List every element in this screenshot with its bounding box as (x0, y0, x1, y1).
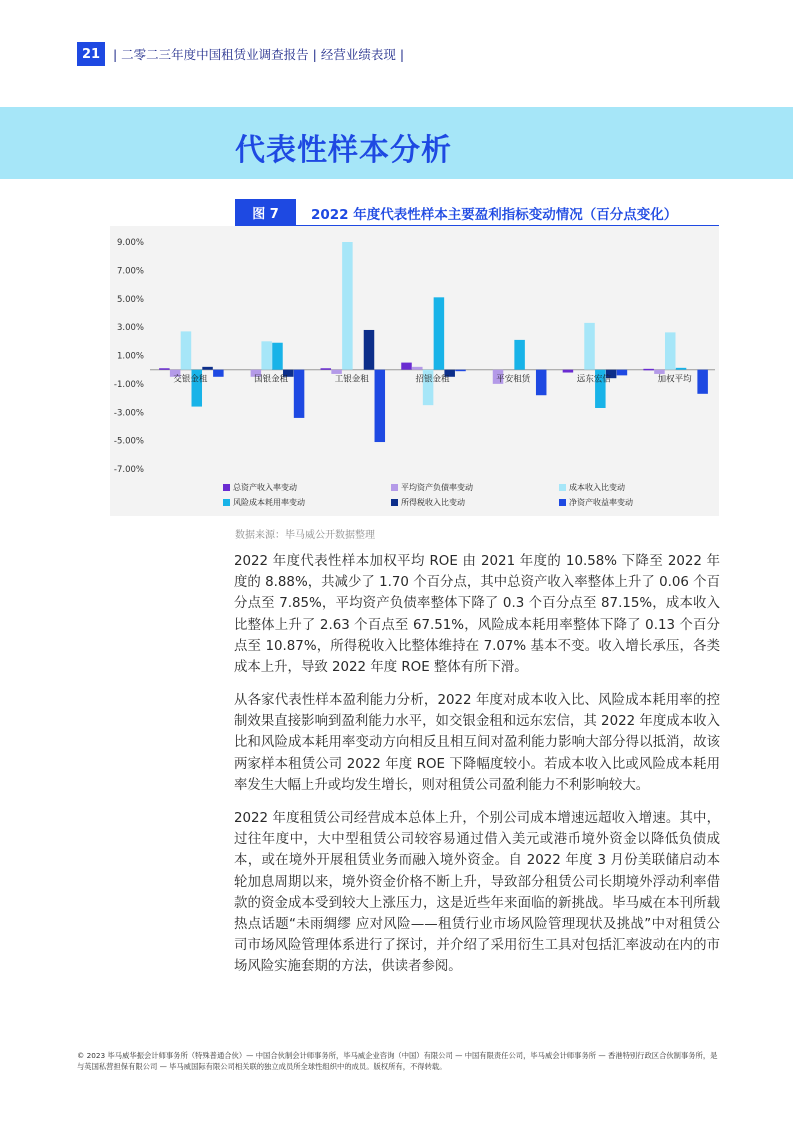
bar (213, 370, 224, 377)
bar (455, 370, 466, 372)
bar (364, 330, 375, 370)
data-source: 数据来源：毕马威公开数据整理 (235, 530, 375, 541)
category-label: 工银金租 (334, 374, 369, 385)
legend-swatch (391, 484, 398, 491)
legend-label: 所得税收入比变动 (401, 498, 465, 507)
bar (536, 370, 547, 396)
legend-swatch (559, 484, 566, 491)
y-tick-label: 7.00% (116, 266, 144, 277)
bar (514, 340, 525, 370)
bar (643, 369, 654, 371)
bar (676, 368, 687, 370)
bar (401, 363, 412, 370)
category-label: 远东宏信 (576, 374, 611, 385)
bar (202, 367, 213, 370)
category-label: 平安租赁 (496, 374, 531, 385)
paragraph-1: 2022 年度代表性样本加权平均 ROE 由 2021 年度的 10.58% 下降至 2022 年度的 8.88%，共减少了 1.70 个百分点，其中总资产收入率整体上升了 0.06 个百分点至 7.85%，平均资产负债率整体下降了 0.3 个百分点至 87.15%，成本收入比整体上升了 2.63 个百点至 67.51%，风险成本耗用率整体下降了 0.13 个百分点至 10.87%，所得税收入比整体维持在 7.07% 基本不变。收入增长承压，各类成本上升，导致 2022 年度 ROE 整体有所下滑。 (234, 554, 720, 676)
bar (294, 370, 305, 418)
category-label: 加权平均 (657, 374, 692, 385)
legend-label: 净资产收益率变动 (569, 498, 633, 507)
y-tick-label: -5.00% (113, 436, 144, 447)
bar (617, 370, 628, 376)
bar (331, 370, 342, 374)
bar (321, 368, 332, 370)
y-tick-label: 5.00% (116, 294, 144, 305)
legend-swatch (559, 499, 566, 506)
legend-label: 总资产收入率变动 (233, 483, 297, 492)
bar (584, 323, 595, 370)
copyright-footer: © 2023 毕马威华振会计师事务所（特殊普通合伙）— 中国合伙制会计师事务所，毕马威企业咨询（中国）有限公司 — 中国有限责任公司，毕马威会计师事务所 — 香港特别行政区合伙制事务所，是与英国私营担保有限公司 — 毕马威国际有限公司相关联的独立成员所全球性组织中的成员。版权所有，不得转载。 (77, 1051, 718, 1071)
bar (181, 331, 192, 369)
y-tick-label: 1.00% (116, 351, 144, 362)
legend-label: 平均资产负债率变动 (401, 483, 473, 492)
bar (434, 297, 445, 369)
chart-area (110, 226, 719, 516)
legend-swatch (391, 499, 398, 506)
legend-label: 风险成本耗用率变动 (233, 498, 305, 507)
y-tick-label: 9.00% (116, 238, 144, 248)
legend-swatch (223, 484, 230, 491)
page-number: 21 (77, 42, 105, 66)
figure-title: 2022 年度代表性样本主要盈利指标变动情况（百分点变化） (311, 207, 678, 223)
paragraph-3: 2022 年度租赁公司经营成本总体上升，个别公司成本增速远超收入增速。其中，过往年度中，大中型租赁公司较容易通过借入美元或港币境外资金以降低负债成本，或在境外开展租赁业务而融入境外资金。自 2022 年度 3 月份美联储启动本轮加息周期以来，境外资金价格不断上升，导致部分租赁公司长期境外浮动利率借款的资金成本受到较大上涨压力，这是近些年来面临的新挑战。毕马威在本刊所载热点话题“未雨绸缪 应对风险——租赁行业市场风险管理现状及挑战”中对租赁公司市场风险管理体系进行了探讨，并介绍了采用衍生工具对包括汇率波动在内的市场风险实施套期的方法，供读者参阅。 (234, 811, 720, 975)
paragraph-2: 从各家代表性样本盈利能力分析，2022 年度对成本收入比、风险成本耗用率的控制效果直接影响到盈利能力水平，如交银金租和远东宏信，其 2022 年度成本收入比和风险成本耗用率变动方向相反且相互间对盈利能力影响大部分得以抵消，故该两家样本租赁公司 2022 年度 ROE 下降幅度较小。若成本收入比或风险成本耗用率发生大幅上升或均发生增长，则对租赁公司盈利能力不利影响较大。 (234, 693, 720, 793)
bar (563, 370, 574, 373)
section-title: 代表性样本分析 (235, 133, 452, 168)
bar (665, 332, 676, 369)
bar (159, 368, 170, 370)
category-label: 国银金租 (254, 374, 289, 385)
legend-swatch (223, 499, 230, 506)
bar (342, 242, 353, 370)
bar (654, 370, 665, 374)
figure-tag: 图 7 (235, 199, 296, 225)
bar (697, 370, 708, 394)
y-tick-label: 3.00% (116, 323, 144, 334)
bar (375, 370, 386, 442)
y-tick-label: -3.00% (113, 408, 144, 419)
legend-label: 成本收入比变动 (569, 483, 625, 492)
category-label: 交银金租 (173, 374, 208, 385)
category-label: 招银金租 (415, 374, 450, 385)
bar (272, 343, 283, 370)
y-tick-label: -1.00% (113, 379, 144, 390)
bar-chart (110, 226, 719, 516)
y-tick-label: -7.00% (113, 465, 144, 475)
bar (412, 367, 423, 370)
bar (261, 341, 272, 369)
running-header: | 二零二三年度中国租赁业调查报告 | 经营业绩表现 | (113, 47, 405, 62)
